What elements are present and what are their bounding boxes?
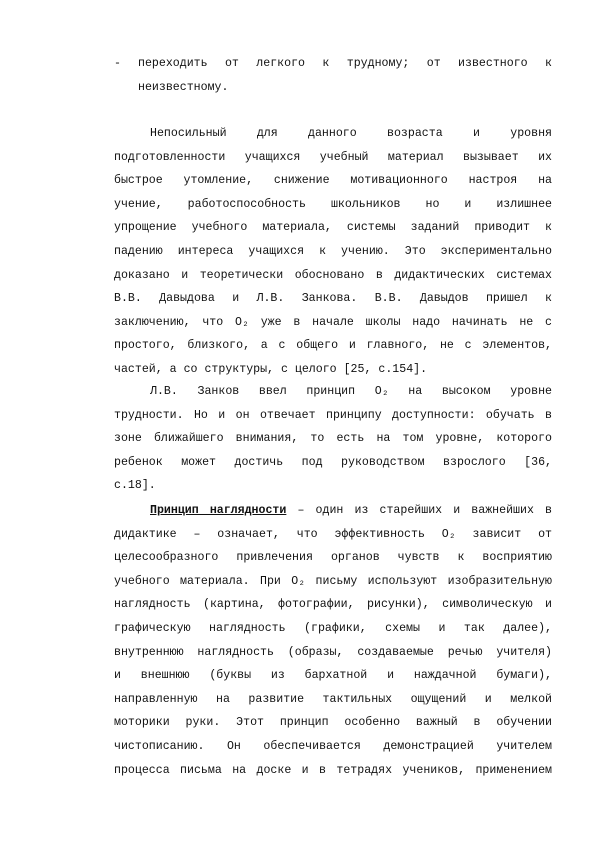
paragraph-line: моторики руки. Этот принцип особенно важный в обучении	[114, 716, 552, 730]
paragraph-line: подготовленности учащихся учебный материал вызывает их	[114, 150, 552, 164]
paragraph-zankov	[114, 380, 552, 498]
bullet-text-line: переходить от легкого к трудному; от известного к	[138, 57, 552, 70]
paragraph-line-text: – один из старейших и важнейших в	[286, 504, 552, 517]
paragraph-accessibility	[114, 122, 552, 382]
paragraph-line: доказано и теоретически обосновано в дидактических системах	[114, 268, 552, 282]
paragraph-line: внутреннюю наглядность (образы, создаваемые речью учителя)	[114, 645, 552, 659]
paragraph-line: упрощение учебного материала, системы заданий приводит к	[114, 221, 552, 235]
bullet-text-continuation: неизвестному.	[138, 80, 229, 94]
term-heading: Принцип наглядности	[150, 504, 287, 517]
paragraph-visualization	[114, 499, 552, 782]
paragraph-line: заключению, что О₂ уже в начале школы надо начинать не с	[114, 315, 552, 329]
paragraph-line: падению интереса учащихся к учению. Это экспериментально	[114, 244, 552, 258]
paragraph-line: направленную на развитие тактильных ощущений и мелкой	[114, 692, 552, 706]
paragraph-line: трудности. Но и он отвечает принципу доступности: обучать в	[114, 408, 552, 422]
paragraph-line: графическую наглядность (графики, схемы и так далее),	[114, 621, 552, 635]
paragraph-line: ребенок может достичь под руководством взрослого [36,	[114, 455, 552, 469]
bullet-line	[114, 52, 552, 76]
paragraph-line: простого, близкого, а с общего и главного, не с элементов,	[114, 339, 552, 353]
paragraph-line: чистописанию. Он обеспечивается демонстрацией учителем	[114, 739, 552, 753]
paragraph-line: зоне ближайшего внимания, то есть на том уровне, которого	[114, 432, 552, 446]
paragraph-line: учебного материала. При О₂ письму используют изобразительную	[114, 574, 552, 588]
paragraph-line: дидактике – означает, что эффективность О₂ зависит от	[114, 527, 552, 541]
paragraph-line: наглядность (картина, фотографии, рисунки), символическую и	[114, 598, 552, 612]
paragraph-line: учение, работоспособность школьников но и излишнее	[114, 197, 552, 211]
paragraph-line: частей, а со структуры, с целого [25, с.154].	[114, 362, 428, 376]
bullet-item	[114, 52, 552, 99]
paragraph-line: процесса письма на доске и в тетрадях учеников, применением	[114, 763, 552, 777]
paragraph-line	[114, 499, 552, 523]
paragraph-line: и внешнюю (буквы из бархатной и наждачной бумаги),	[114, 669, 552, 683]
paragraph-line: целесообразного привлечения органов чувств к восприятию	[114, 551, 552, 565]
paragraph-line: Л.В. Занков ввел принцип О₂ на высоком уровне	[150, 385, 552, 398]
paragraph-line: В.В. Давыдова и Л.В. Занкова. В.В. Давыдов пришел к	[114, 292, 552, 306]
paragraph-line: с.18].	[114, 479, 156, 493]
paragraph-line: Непосильный для данного возраста и уровня	[150, 127, 552, 140]
bullet-mark: -	[114, 57, 121, 70]
paragraph-line: быстрое утомление, снижение мотивационного настроя на	[114, 174, 552, 188]
